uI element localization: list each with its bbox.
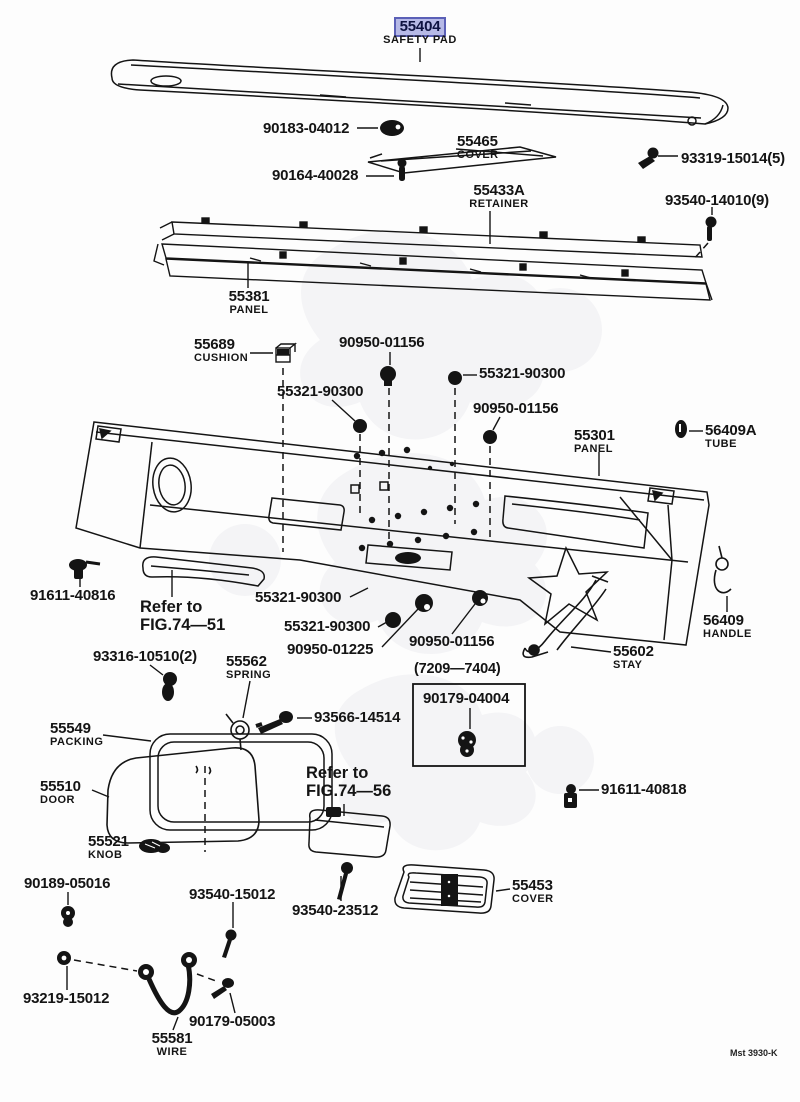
label-55404[interactable]	[355, 18, 485, 47]
label-93540-15012: 93540-15012	[189, 886, 276, 903]
label-56409: 56409 HANDLE	[703, 612, 752, 641]
label-55689: 55689 CUSHION	[194, 336, 249, 365]
screw-93540-15012-part	[222, 930, 237, 959]
label-55381: 55381 PANEL	[228, 288, 270, 317]
screw-90164-40028-part	[398, 159, 407, 182]
screw-93319-15014-part	[638, 148, 659, 170]
label-56409a: 56409A TUBE	[705, 422, 757, 451]
screw-93540-23512-part	[337, 862, 353, 900]
watermark-ornament	[209, 230, 602, 850]
tube-56409a-part	[675, 420, 687, 438]
label-refer-fig74-56: Refer to FIG.74—56	[306, 764, 392, 800]
handle-56409-part	[714, 546, 731, 593]
label-93566-14514: 93566-14514	[314, 709, 401, 726]
cover-55453-part	[395, 865, 494, 913]
label-55521: 55521 KNOB	[88, 833, 129, 862]
label-93540-23512: 93540-23512	[292, 902, 379, 919]
label-55321-90300-d: 55321-90300	[284, 618, 371, 635]
part-number: 55404	[396, 19, 445, 35]
screw-93540-14010-part	[706, 217, 717, 242]
label-90179-04004: 90179-04004	[423, 690, 510, 707]
label-55321-90300-a: 55321-90300	[479, 365, 566, 382]
label-55510: 55510 DOOR	[40, 778, 81, 807]
nut-90189-05016-part	[61, 906, 75, 927]
label-90950-01156-c: 90950-01156	[409, 633, 495, 650]
fiche-code: Mst 3930-K	[730, 1048, 778, 1058]
label-55549: 55549 PACKING	[50, 720, 104, 749]
label-91611-40816: 91611-40816	[30, 587, 116, 604]
spring-55562-part	[226, 714, 249, 750]
label-date-range: (7209—7404)	[414, 661, 501, 677]
label-55465: 55465 COVER	[457, 133, 499, 162]
clip-93316-10510-part	[162, 672, 177, 701]
label-90950-01156-a: 90950-01156	[339, 334, 425, 351]
label-91611-40818: 91611-40818	[601, 781, 687, 798]
clip-90183-04012-part	[380, 120, 404, 136]
label-90950-01156-b: 90950-01156	[473, 400, 559, 417]
label-93219-15012: 93219-15012	[23, 990, 110, 1007]
clip-91611-40816-part	[69, 559, 100, 579]
label-55602: 55602 STAY	[613, 643, 654, 672]
safety-pad-part	[111, 60, 728, 125]
label-93316-10510: 93316-10510(2)	[93, 648, 197, 665]
label-90179-05003: 90179-05003	[189, 1013, 276, 1030]
screw-93566-14514-part	[256, 711, 293, 734]
cushion-55689-part	[276, 344, 295, 362]
label-55301: 55301 PANEL	[574, 427, 615, 456]
label-55581: 55581 WIRE	[151, 1030, 193, 1059]
part-name: SAFETY PAD	[383, 34, 457, 47]
label-90189-05016: 90189-05016	[24, 875, 111, 892]
label-refer-fig74-51: Refer to FIG.74—51	[140, 598, 226, 634]
label-90164-40028: 90164-40028	[272, 167, 359, 184]
label-55321-90300-b: 55321-90300	[277, 383, 364, 400]
label-93540-14010: 93540-14010(9)	[665, 192, 769, 209]
label-55453: 55453 COVER	[512, 877, 554, 906]
label-90950-01225: 90950-01225	[287, 641, 374, 658]
label-55433a: 55433A RETAINER	[469, 182, 529, 211]
label-93319-15014: 93319-15014(5)	[681, 150, 785, 167]
label-55562: 55562 SPRING	[226, 653, 272, 682]
door-55510-part	[107, 748, 259, 843]
label-90183-04012: 90183-04012	[263, 120, 350, 137]
label-55321-90300-c: 55321-90300	[255, 589, 342, 606]
